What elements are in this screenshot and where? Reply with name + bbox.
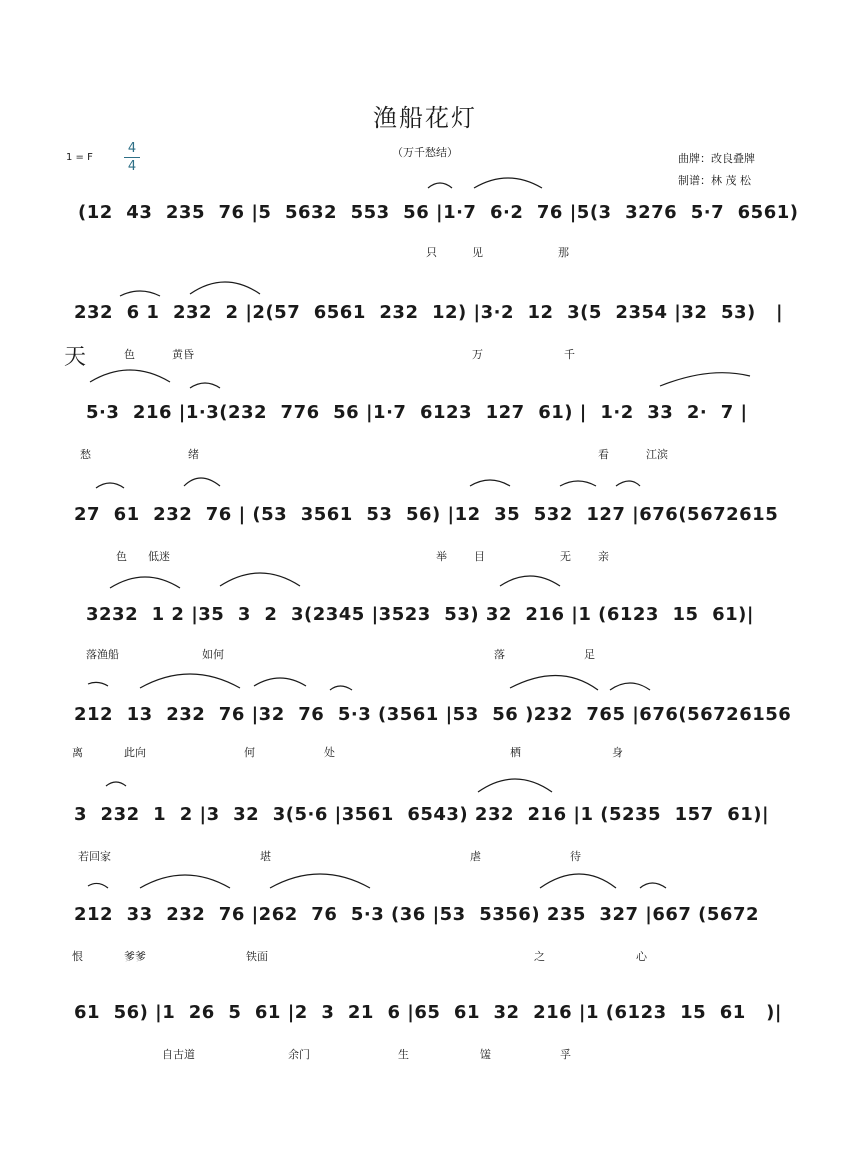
lyric-word: 黄昏 <box>172 348 194 361</box>
lyric-word: 那 <box>558 246 569 259</box>
lyric-word: 见 <box>472 246 483 259</box>
system-8-lyrics <box>0 948 850 964</box>
lyric-word: 绪 <box>188 448 199 461</box>
system-4-notes: 27 61 232 76 | (53 3561 53 56) |12 35 532 127 |676(5672615 <box>74 504 779 525</box>
lyric-word: 待 <box>570 850 581 863</box>
system-3-notes: 5·3 216 |1·3(232 776 56 |1·7 6123 127 61) | 1·2 33 2· 7 | <box>86 402 748 423</box>
system-2-notes: 232 6 1 232 2 |2(57 6561 232 12) |3·2 12 3(5 2354 |32 53) | <box>74 302 784 323</box>
system-9-notes: 61 56) |1 26 5 61 |2 3 21 6 |65 61 32 216 |1 (6123 15 61 )| <box>74 1002 782 1023</box>
system-7-notes: 3 232 1 2 |3 32 3(5·6 |3561 6543) 232 216 |1 (5235 157 61)| <box>74 804 770 825</box>
lyric-word: 堪 <box>260 850 271 863</box>
lyric-word: 无 <box>560 550 571 563</box>
lyric-word: 馐 <box>480 1048 491 1061</box>
lyric-word: 色 <box>124 348 135 361</box>
system-8-notes: 212 33 232 76 |262 76 5·3 (36 |53 5356) 235 327 |667 (5672 <box>74 904 759 925</box>
lyric-word: 生 <box>398 1048 409 1061</box>
lyric-word: 身 <box>612 746 623 759</box>
lyric-word: 离 <box>72 746 83 759</box>
subtitle: （万千愁结） <box>392 146 458 159</box>
lyric-word: 只 <box>426 246 437 259</box>
system-5-notes: 3232 1 2 |35 3 2 3(2345 |3523 53) 32 216 |1 (6123 15 61)| <box>86 604 754 625</box>
margin-glyph: 天 <box>64 345 87 370</box>
lyric-word: 足 <box>584 648 595 661</box>
lyric-word: 低迷 <box>148 550 170 563</box>
lyric-word: 栖 <box>510 746 521 759</box>
lyric-word: 孚 <box>560 1048 571 1061</box>
lyric-word: 目 <box>474 550 485 563</box>
lyric-word: 心 <box>636 950 647 963</box>
lyric-word: 愁 <box>80 448 91 461</box>
lyric-word: 虐 <box>470 850 481 863</box>
lyric-word: 看 <box>598 448 609 461</box>
tune-credit: 曲牌：改良叠牌 <box>678 152 755 165</box>
system-6-lyrics <box>0 744 850 760</box>
system-9-lyrics <box>0 1046 850 1062</box>
system-2-lyrics <box>0 346 850 362</box>
lyric-word: 铁面 <box>246 950 268 963</box>
lyric-word: 落渔船 <box>86 648 119 661</box>
lyric-word: 亲 <box>598 550 609 563</box>
page-title: 渔船花灯 <box>373 104 477 132</box>
system-4-lyrics <box>0 548 850 564</box>
lyric-word: 若回家 <box>78 850 111 863</box>
system-1-lyrics <box>0 244 850 260</box>
meter-top: 4 <box>127 141 137 156</box>
lyric-word: 处 <box>324 746 335 759</box>
lyric-word: 如何 <box>202 648 224 661</box>
lyric-word: 自古道 <box>162 1048 195 1061</box>
lyric-word: 之 <box>534 950 545 963</box>
arranger-credit: 制谱：林 茂 松 <box>678 174 751 187</box>
system-1-notes: (12 43 235 76 |5 5632 553 56 |1·7 6·2 76 |5(3 3276 5·7 6561) <box>78 202 799 223</box>
lyric-word: 何 <box>244 746 255 759</box>
lyric-word: 万 <box>472 348 483 361</box>
lyric-word: 落 <box>494 648 505 661</box>
lyric-word: 此向 <box>124 746 146 759</box>
lyric-word: 江滨 <box>646 448 668 461</box>
lyric-word: 余门 <box>288 1048 310 1061</box>
system-6-notes: 212 13 232 76 |32 76 5·3 (3561 |53 56 )232 765 |676(56726156 <box>74 704 792 725</box>
lyric-word: 爹爹 <box>124 950 146 963</box>
system-5-lyrics <box>0 646 850 662</box>
system-3-lyrics <box>0 446 850 462</box>
lyric-word: 举 <box>436 550 447 563</box>
lyric-word: 千 <box>564 348 575 361</box>
key-signature: 1 = F <box>66 152 93 163</box>
lyric-word: 色 <box>116 550 127 563</box>
meter-bottom: 4 <box>124 157 140 175</box>
lyric-word: 恨 <box>72 950 83 963</box>
system-7-lyrics <box>0 848 850 864</box>
